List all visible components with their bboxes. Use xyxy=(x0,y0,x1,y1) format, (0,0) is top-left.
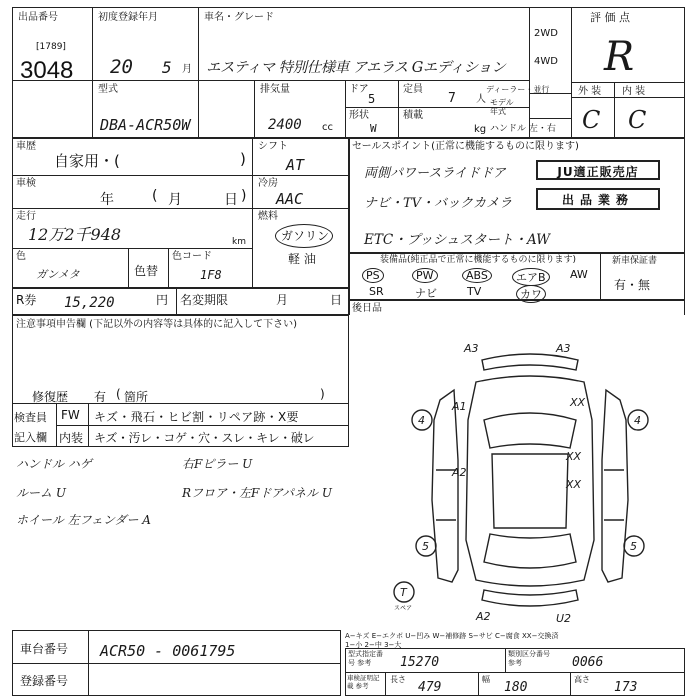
doors-label: ドア xyxy=(349,84,369,95)
interior-label: 内 装 xyxy=(622,86,646,97)
inspector-note-left-1: ハンドル ハゲ xyxy=(16,457,92,471)
legend-line-1: A−キズ E−エクボ U−凹み W−補修跡 S−サビ C−腐食 XX−交換済 xyxy=(345,632,559,640)
equipment-item: TV xyxy=(467,285,482,298)
model-grade: エスティマ 特別仕様車 アエラス Gエディション xyxy=(206,60,506,76)
mark-rear-right: U2 xyxy=(556,612,572,625)
lot-bracket: [1789] xyxy=(36,42,66,52)
height-label: 高さ xyxy=(574,675,590,684)
mark-wheel-fr: 4 xyxy=(634,414,641,427)
equipment-item: SR xyxy=(369,285,384,298)
color-code-label: 色コード xyxy=(172,251,212,262)
stamp-dealer: JU適正販売店 xyxy=(536,160,660,180)
displacement-unit: cc xyxy=(322,122,333,133)
mark-left-fender: A1 xyxy=(452,400,467,413)
mark-wheel-fl: 4 xyxy=(418,414,425,427)
mileage-unit: km xyxy=(232,237,246,247)
interior-check-text: キズ・汚レ・コゲ・穴・スレ・キレ・破レ xyxy=(94,431,315,445)
equipment-item: エアB xyxy=(512,268,550,286)
interior-grade: C xyxy=(628,106,647,134)
stamp-listing: 出品業務 xyxy=(536,188,660,210)
mark-front-left: A3 xyxy=(464,342,479,355)
car-rear-window xyxy=(484,534,576,568)
fuel-light-oil: 軽 油 xyxy=(288,252,316,266)
notes-label: 注意事項申告欄 (下記以外の内容等は具体的に記入して下さい) xyxy=(16,319,297,330)
load-label: 積載 xyxy=(403,110,423,121)
model-grade-label: 車名・グレード xyxy=(204,12,274,23)
type-value: DBA-ACR50W xyxy=(100,116,191,134)
inspection-day: 日 xyxy=(224,192,238,208)
type-label: 型式 xyxy=(98,84,118,95)
equipment-item: ナビ xyxy=(415,287,437,300)
fuel-gasoline: ガソリン xyxy=(281,229,330,243)
body-shape-label: 形状 xyxy=(349,110,369,121)
car-right-side xyxy=(602,390,628,582)
color-value: ガンメタ xyxy=(36,268,80,281)
sales-point-1: 両側パワースライドドア xyxy=(364,166,506,181)
ac-value: AAC xyxy=(276,190,304,208)
inspection-label: 車検 xyxy=(16,178,36,189)
model-year-label: モデル 年式 xyxy=(490,98,514,116)
ac-label: 冷房 xyxy=(258,178,278,189)
repair-label: 修復歴 xyxy=(32,390,69,404)
spare-label: スペア xyxy=(394,605,413,612)
history-label: 車歴 xyxy=(16,141,36,152)
new-car-warranty-label: 新車保証書 xyxy=(612,256,658,266)
mark-front-right: A3 xyxy=(556,342,571,355)
equipment-item: PS xyxy=(362,268,384,283)
equipment-item: カワ xyxy=(516,285,546,303)
length-label: 長さ xyxy=(390,675,406,684)
mark-rear-left: A2 xyxy=(476,610,491,623)
sales-point-2: ナビ・TV・バックカメラ xyxy=(364,196,513,211)
steering-label: ハンドル 左・右 xyxy=(490,124,556,134)
exterior-grade: C xyxy=(582,106,601,134)
mark-right-fender: XX xyxy=(570,396,586,409)
fw-label: FW xyxy=(61,408,80,422)
color-label: 色 xyxy=(16,251,26,262)
inspector-note-right-2: Rフロア・左Fドアパネル U xyxy=(182,486,332,500)
dimensions-label: 車検証明記載 参考 xyxy=(347,674,380,690)
capacity-label: 定員 xyxy=(403,84,423,95)
doors-value: 5 xyxy=(368,92,376,106)
length-value: 479 xyxy=(418,680,442,695)
drive-2wd: 2WD xyxy=(534,28,558,39)
lot-number: 3048 xyxy=(20,57,74,84)
color-code: 1F8 xyxy=(200,268,222,282)
car-rear-bumper xyxy=(482,590,578,606)
inspection-year: 年 xyxy=(100,192,114,208)
recycle-unit: 円 xyxy=(156,293,169,307)
equipment-label: 装備品(純正品で正常に機能するものに限ります) xyxy=(380,255,577,265)
after-items-label: 後日品 xyxy=(352,303,382,314)
legend-line-2: 1−小 2−中 3−大 xyxy=(345,641,402,649)
type-cert-value: 15270 xyxy=(400,655,440,670)
chassis-value: ACR50 - 0061795 xyxy=(100,642,236,660)
car-damage-diagram xyxy=(380,330,680,630)
displacement-value: 2400 xyxy=(268,117,302,133)
color-change-label: 色替 xyxy=(134,264,159,278)
dealer-label: ディーラー・並行 xyxy=(486,85,550,94)
reg-month: 5 xyxy=(162,58,172,77)
equipment-item: AW xyxy=(570,268,588,281)
repair-value: 有 xyxy=(94,390,107,404)
reg-number-label: 登録番号 xyxy=(20,674,69,688)
sales-point-3: ETC・プッシュスタート・AW xyxy=(364,232,551,248)
mark-left-door: A2 xyxy=(452,466,467,479)
fuel-label: 燃料 xyxy=(258,211,278,222)
fw-text: キズ・飛石・ヒビ割・リペア跡・X要 xyxy=(94,410,299,424)
history-close: ) xyxy=(240,150,246,168)
sales-points-label: セールスポイント(正常に機能するものに限ります) xyxy=(352,141,579,152)
load-unit: kg xyxy=(474,124,487,135)
mark-spare: T xyxy=(400,586,407,599)
first-reg-label: 初度登録年月 xyxy=(98,12,158,23)
mileage-value: 12万2千948 xyxy=(28,225,122,244)
width-label: 幅 xyxy=(482,675,490,684)
capacity-unit: 人 xyxy=(476,94,486,105)
body-shape-value: W xyxy=(370,122,377,135)
reg-month-unit: 月 xyxy=(182,64,192,75)
car-roof xyxy=(492,454,568,528)
category-value: 0066 xyxy=(572,655,604,670)
rating-label: 評 価 点 xyxy=(590,11,630,24)
inspector-note-left-2: ルーム U xyxy=(16,486,66,500)
car-left-side xyxy=(432,390,458,582)
mark-wheel-rr: 5 xyxy=(630,540,637,553)
equipment-item: PW xyxy=(412,268,438,283)
title-change-label: 名変期限 xyxy=(180,293,229,307)
category-label: 類別区分番号 参考 xyxy=(508,650,550,667)
type-cert-label: 型式指定番号 参考 xyxy=(348,650,383,667)
inspector-note-left-3: ホイール 左フェンダー A xyxy=(16,513,151,527)
mileage-label: 走行 xyxy=(16,211,36,222)
after-items-box xyxy=(349,300,685,315)
repair-place: 箇所 xyxy=(124,390,149,404)
shift-label: シフト xyxy=(258,141,288,152)
rating: R xyxy=(604,34,635,80)
mark-wheel-rl: 5 xyxy=(422,540,429,553)
chassis-label: 車台番号 xyxy=(20,642,69,656)
capacity-value: 7 xyxy=(448,91,456,106)
exterior-label: 外 装 xyxy=(578,86,602,97)
recycle-label: R券 xyxy=(16,293,37,307)
height-value: 173 xyxy=(614,680,638,695)
interior-check-label: 内装 xyxy=(59,431,84,445)
title-change-month: 月 xyxy=(276,293,289,307)
mark-right-door-2: XX xyxy=(566,478,582,491)
equipment-item: ABS xyxy=(462,268,492,283)
inspector-note-right-1: 右Fピラー U xyxy=(182,457,253,471)
reg-year: 20 xyxy=(110,56,133,78)
shift-value: AT xyxy=(286,156,305,174)
width-value: 180 xyxy=(504,680,528,695)
history-value: 自家用・( xyxy=(54,152,120,170)
displacement-label: 排気量 xyxy=(260,84,290,95)
drive-4wd: 4WD xyxy=(534,56,558,67)
lot-number-label: 出品番号 xyxy=(18,12,58,23)
recycle-value: 15,220 xyxy=(64,295,115,311)
title-change-day: 日 xyxy=(330,293,343,307)
mark-right-door-1: XX xyxy=(566,450,582,463)
car-front-bumper xyxy=(482,354,578,370)
car-windshield xyxy=(484,413,576,448)
inspector-label: 検査員 記入欄 xyxy=(14,411,47,444)
new-car-warranty-value: 有・無 xyxy=(614,278,651,292)
inspection-month: 月 xyxy=(168,192,182,208)
